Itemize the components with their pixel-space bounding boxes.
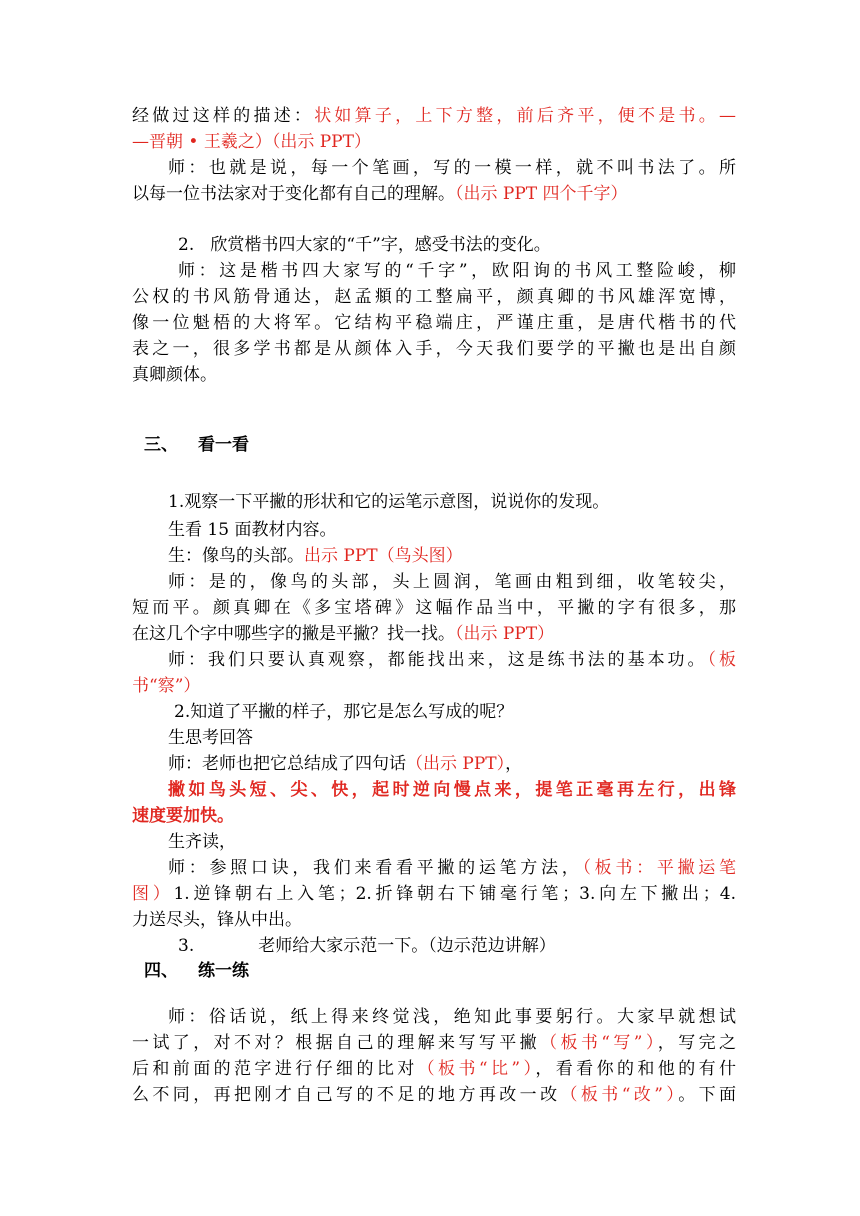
text-line: 力送尽头，锋从中出。 (132, 910, 302, 930)
highlight-text: 书“察”） (132, 676, 201, 696)
text-line: 师：这是楷书四大家写的“千字”，欧阳询的书风工整险峻，柳 (178, 261, 736, 281)
paragraph-quote (132, 103, 736, 155)
mnemonic-line: 撇如鸟头短、尖、快，起时逆向慢点来，提笔正毫再左行，出锋 (168, 780, 736, 800)
text-line (132, 181, 736, 207)
section-2-title (132, 232, 736, 258)
heading-label: 看一看 (198, 435, 249, 455)
text-line (132, 1056, 736, 1082)
heading-kanyikan (132, 432, 736, 458)
text-span: 以每一位书法家对于变化都有自己的理解。 (132, 184, 455, 204)
text-line (132, 129, 736, 155)
text-span: 师：老师也把它总结成了四句话 (168, 754, 406, 774)
highlight-text: （板书“改”） (560, 1085, 679, 1105)
highlight-text: 图） (132, 884, 174, 904)
highlight-text: （板书：平撇运笔 (582, 858, 736, 878)
text-line: 表之一，很多学书都是从颜体入手，今天我们要学的平撇也是出自颜 (132, 339, 736, 359)
text-line (132, 855, 736, 881)
highlight-text: （板书“写”） (540, 1033, 658, 1053)
text-line (132, 1030, 736, 1056)
text-span: ，写完之 (657, 1033, 736, 1053)
text-line: 生齐读， (168, 832, 236, 852)
text-span: 1.逆锋朝右上入笔；2.折锋朝右下铺毫行笔；3.向左下撇出；4. (173, 884, 736, 904)
text-span: 经做过这样的描述： (132, 106, 315, 126)
text-line (132, 751, 736, 777)
text-span: ，看看你的和他的有什 (535, 1059, 736, 1079)
heading-number: 三、 (144, 435, 178, 455)
text-span: 老师给大家示范一下。（边示范边讲解） (258, 936, 556, 956)
question-number: 3. (178, 936, 195, 956)
text-line: 真卿颜体。 (132, 365, 217, 385)
text-span: 后和前面的范字进行仔细的比对 (132, 1059, 418, 1079)
paragraph-four-masters (132, 258, 736, 388)
highlight-text: （出示 PPT 四个千字） (455, 184, 628, 204)
highlight-text: 状如算子，上下方整，前后齐平，便不是书。— (314, 106, 736, 126)
highlight-text: 王羲之） (203, 132, 272, 152)
highlight-text: （出示 PPT） (455, 624, 555, 644)
text-span: 在这几个字中哪些字的撇是平撇？找一找。 (132, 624, 455, 644)
text-span: ， (505, 754, 523, 774)
section-3-lines (132, 517, 736, 959)
text-line: 师：俗话说，纸上得来终觉浅，绝知此事要躬行。大家早就想试 (168, 1007, 736, 1027)
text-line: 师：是的，像鸟的头部，头上圆润，笔画由粗到细，收笔较尖， (168, 572, 736, 592)
highlight-text: 出示 PPT（鸟头图） (304, 546, 463, 566)
text-line (132, 621, 736, 647)
text-span: 师：参照口诀，我们来看看平撇的运笔方法， (168, 858, 583, 878)
highlight-text: （出示 PPT） (406, 754, 506, 774)
text-line: 生看 15 面教材内容。 (168, 520, 337, 540)
paragraph-teacher-1 (132, 155, 736, 207)
text-line (132, 647, 736, 673)
heading-label: 练一练 (198, 961, 249, 981)
text-span: 一试了，对不对？根据自己的理解来写写平撇 (132, 1033, 541, 1053)
bullet-dot: • (188, 132, 199, 152)
text-line (132, 103, 736, 129)
text-line: 公权的书风筋骨通达，赵孟頫的工整扁平，颜真卿的书风雄浑宽博， (132, 287, 736, 307)
text-line (132, 1082, 736, 1108)
text-line: 像一位魁梧的大将军。它结构平稳端庄，严谨庄重，是唐代楷书的代 (132, 313, 736, 333)
highlight-text: —晋朝 (132, 132, 183, 152)
question-1: 1.观察一下平撇的形状和它的运笔示意图，说说你的发现。 (168, 492, 610, 512)
text-line: 师：也就是说，每一个笔画，写的一模一样，就不叫书法了。所 (168, 158, 736, 178)
question-3 (132, 933, 736, 959)
text-span: 。下面 (678, 1085, 736, 1105)
mnemonic-line: 速度要加快。 (132, 806, 234, 826)
question-2: 2.知道了平撇的样子，那它是怎么写成的呢？ (174, 702, 514, 722)
text-span: 么不同，再把刚才自己写的不足的地方再改一改 (132, 1085, 561, 1105)
text-line (132, 881, 736, 907)
highlight-text: （出示 PPT） (271, 132, 371, 152)
highlight-text: （板 (707, 650, 736, 670)
heading-number: 四、 (144, 961, 178, 981)
text-span: 生：像鸟的头部。 (168, 546, 304, 566)
heading-lianyilian (132, 958, 736, 984)
text-line: 2. 欣赏楷书四大家的“千”字，感受书法的变化。 (178, 235, 551, 255)
text-line: 短而平。颜真卿在《多宝塔碑》这幅作品当中，平撇的字有很多，那 (132, 598, 736, 618)
highlight-text: （板书“比”） (417, 1059, 536, 1079)
text-span: 师：我们只要认真观察，都能找出来，这是练书法的基本功。 (168, 650, 708, 670)
text-line (132, 543, 736, 569)
section-3-body (132, 489, 736, 515)
paragraph-practice (132, 1004, 736, 1108)
text-line: 生思考回答 (168, 728, 253, 748)
